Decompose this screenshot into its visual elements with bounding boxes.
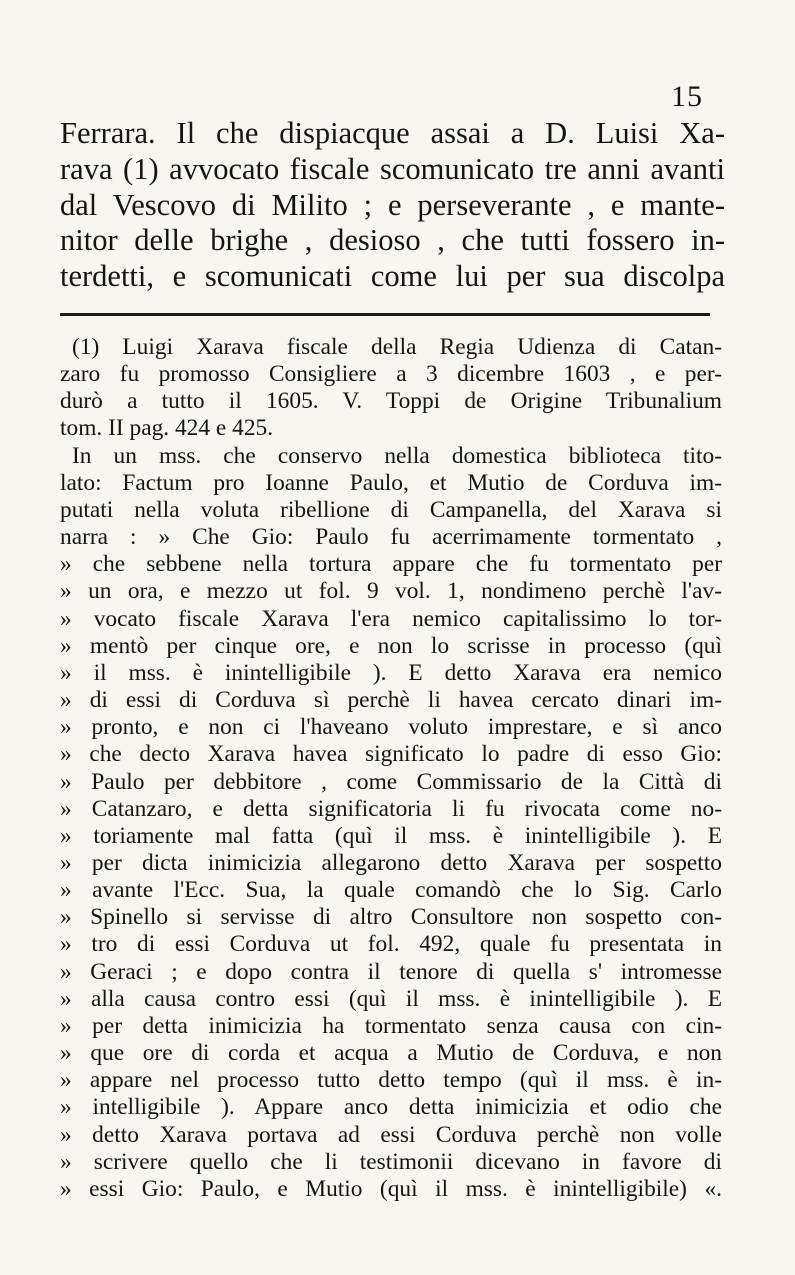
footnote-separator-rule — [60, 313, 710, 316]
footnote-line: » Paulo per debbitore , come Commissario de la Città di — [60, 768, 722, 795]
footnote-line: » alla causa contro essi (quì il mss. è inintelligibile ). E — [60, 985, 722, 1012]
main-text-block — [60, 116, 725, 295]
footnote-line: » che sebbene nella tortura appare che fu tormentato per — [60, 551, 722, 578]
footnote-line: » pronto, e non ci l'haveano voluto imprestare, e sì anco — [60, 714, 722, 741]
footnote-line: » avante l'Ecc. Sua, la quale comandò che lo Sig. Carlo — [60, 877, 722, 904]
main-text-line: dal Vescovo di Milito ; e perseverante , e mante- — [60, 187, 725, 222]
page-number: 15 — [671, 80, 703, 113]
main-text-line: nitor delle brighe , desioso , che tutti fossero in- — [60, 223, 725, 258]
footnote-line: » di essi di Corduva sì perchè li havea cercato dinari im- — [60, 687, 722, 714]
main-text-line: rava (1) avvocato fiscale scomunicato tre anni avanti — [60, 151, 725, 186]
footnote-line: » Geraci ; e dopo contra il tenore di quella s' intromesse — [60, 958, 722, 985]
footnote-line: » toriamente mal fatta (quì il mss. è inintelligibile ). E — [60, 822, 722, 849]
footnote-line: lato: Factum pro Ioanne Paulo, et Mutio de Corduva im- — [60, 469, 722, 496]
footnote-line: » che decto Xarava havea significato lo padre di esso Gio: — [60, 741, 722, 768]
footnote-line: » Spinello si servisse di altro Consultore non sospetto con- — [60, 904, 722, 931]
footnote-line: » detto Xarava portava ad essi Corduva perchè non volle — [60, 1121, 722, 1148]
footnote-line: » Catanzaro, e detta significatoria li fu rivocata come no- — [60, 795, 722, 822]
footnote-line: durò a tutto il 1605. V. Toppi de Origine Tribunalium — [60, 388, 722, 415]
footnote-line: zaro fu promosso Consigliere a 3 dicembre 1603 , e per- — [60, 361, 722, 388]
footnote-line: » essi Gio: Paulo, e Mutio (quì il mss. è inintelligibile) «. — [60, 1175, 722, 1202]
footnote-line: » appare nel processo tutto detto tempo (quì il mss. è in- — [60, 1067, 722, 1094]
footnote-line: tom. II pag. 424 e 425. — [60, 415, 274, 442]
footnote-line: » per detta inimicizia ha tormentato senza causa con cin- — [60, 1012, 722, 1039]
footnote-line: narra : » Che Gio: Paulo fu acerrimamente tormentato , — [60, 524, 722, 551]
footnote-line: » per dicta inimicizia allegarono detto Xarava per sospetto — [60, 849, 722, 876]
main-text-line: Ferrara. Il che dispiacque assai a D. Luisi Xa- — [60, 116, 725, 150]
footnote-line: » il mss. è inintelligibile ). E detto Xarava era nemico — [60, 659, 722, 686]
footnote-line: » mentò per cinque ore, e non lo scrisse in processo (quì — [60, 632, 722, 659]
footnote-line: » tro di essi Corduva ut fol. 492, quale fu presentata in — [60, 931, 722, 958]
footnote-2 — [60, 443, 722, 1203]
footnote-line: » un ora, e mezzo ut fol. 9 vol. 1, nondimeno perchè l'av- — [60, 578, 722, 605]
footnote-line: » scrivere quello che li testimonii dicevano in favore di — [60, 1148, 722, 1175]
footnote-1 — [60, 334, 722, 443]
footnote-line: » vocato fiscale Xarava l'era nemico capitalissimo lo tor- — [60, 605, 722, 632]
footnote-line: » que ore di corda et acqua a Mutio de Corduva, e non — [60, 1040, 722, 1067]
footnotes-block — [60, 334, 722, 1203]
footnote-line: putati nella voluta ribellione di Campanella, del Xarava si — [60, 496, 722, 523]
main-text-line: terdetti, e scomunicati come lui per sua discolpa — [60, 259, 725, 294]
footnote-line: (1) Luigi Xarava fiscale della Regia Udienza di Catan- — [72, 334, 722, 360]
footnote-line: In un mss. che conservo nella domestica biblioteca tito- — [72, 442, 722, 469]
footnote-line: » intelligibile ). Appare anco detta inimicizia et odio che — [60, 1094, 722, 1121]
